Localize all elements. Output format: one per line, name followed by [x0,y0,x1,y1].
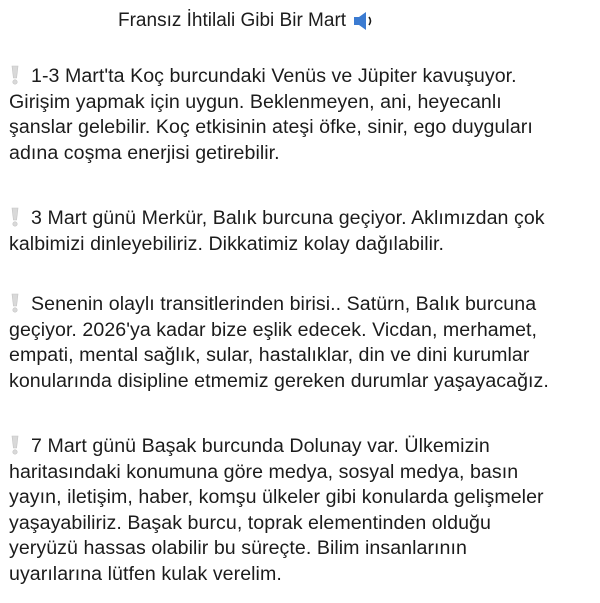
paragraph-line: haritasındaki konumuna göre medya, sosyal medya, basın [9,460,519,483]
paragraph-mercury [9,206,597,257]
post-title-row [118,8,379,34]
paragraph-line: 7 Mart günü Başak burcunda Dolunay var. Ülkemizin [9,434,597,460]
paragraph-full-moon [9,434,597,588]
speaker-icon [353,11,379,31]
paragraph-line: şanslar gelebilir. Koç etkisinin ateşi öfke, sinir, ego duyguları [9,116,533,139]
paragraph-saturn [9,292,597,394]
post-title: Fransız İhtilali Gibi Bir Mart [118,10,347,31]
paragraph-line: geçiyor. 2026'ya kadar bize eşlik edecek. Vicdan, merhamet, [9,318,538,341]
paragraph-line: empati, mental sağlık, sular, hastalıklar, din ve dini kurumlar [9,344,530,367]
paragraph-venus-jupiter [9,64,597,166]
white-exclamation-icon [9,207,21,227]
paragraph-line: adına coşma enerjisi getirebilir. [9,141,280,164]
white-exclamation-icon [9,65,21,85]
paragraph-line: Girişim yapmak için uygun. Beklenmeyen, ani, heyecanlı [9,90,502,113]
paragraph-line: 3 Mart günü Merkür, Balık burcuna geçiyor. Aklımızdan çok [9,206,597,232]
paragraph-line: yayın, iletişim, haber, komşu ülkeler gibi konularda gelişmeler [9,486,544,509]
paragraph-line: Senenin olaylı transitlerinden birisi.. Satürn, Balık burcuna [9,292,597,318]
white-exclamation-icon [9,435,21,455]
paragraph-line: 1-3 Mart'ta Koç burcundaki Venüs ve Jüpiter kavuşuyor. [9,64,597,90]
paragraph-line: yaşayabiliriz. Başak burcu, toprak elementinden olduğu [9,511,491,534]
paragraph-line: kalbimizi dinleyebiliriz. Dikkatimiz kolay dağılabilir. [9,232,445,255]
paragraph-line: konularında disipline etmemiz gereken durumlar yaşayacağız. [9,369,549,392]
paragraph-line: uyarılarına lütfen kulak verelim. [9,562,282,585]
paragraph-line: yeryüzü hassas olabilir bu süreçte. Bilim insanlarının [9,537,467,560]
white-exclamation-icon [9,293,21,313]
